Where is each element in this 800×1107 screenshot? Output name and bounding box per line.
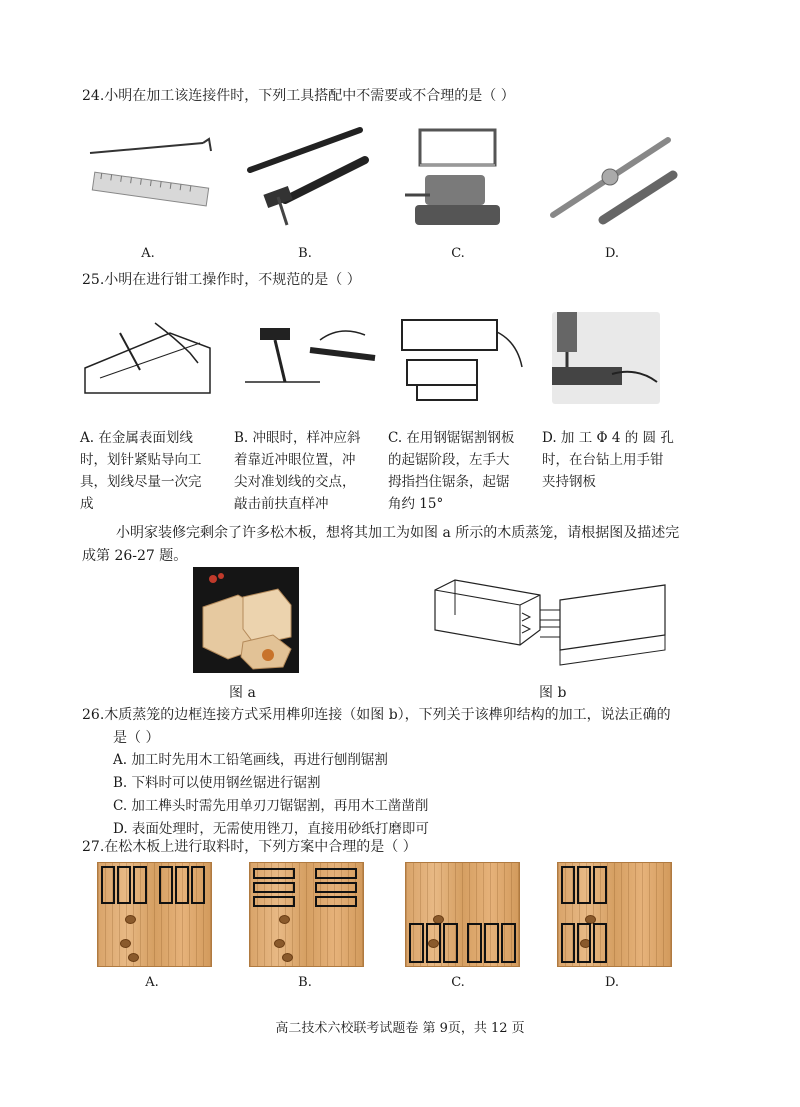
q27-option-b-label: B. bbox=[298, 975, 312, 990]
figure-b-image bbox=[430, 575, 670, 670]
q27-option-a-label: A. bbox=[145, 975, 159, 990]
q26-text-line-1: 26.木质蒸笼的边框连接方式采用榫卯连接（如图 b），下列关于该榫卯结构的加工，说法正确的 bbox=[82, 707, 671, 723]
q25-option-c-image bbox=[392, 312, 532, 407]
q25-option-c-description: C. 在用钢锯锯割钢板 的起锯阶段，左手大 拇指挡住锯条，起锯 角约 15° bbox=[388, 430, 515, 512]
figure-a-image bbox=[193, 567, 299, 673]
q27-option-d-label: D. bbox=[604, 975, 620, 990]
q27-board-a bbox=[97, 862, 212, 967]
q27-board-c bbox=[405, 862, 520, 967]
q26-option-b: B. 下料时可以使用钢丝锯进行锯割 bbox=[113, 775, 321, 791]
intro-line-1: 小明家装修完剩余了许多松木板，想将其加工为如图 a 所示的木质蒸笼，请根据图及描述完 bbox=[116, 525, 680, 541]
figure-b-caption: 图 b bbox=[539, 685, 567, 701]
q24-option-c-image bbox=[405, 120, 515, 240]
q26-option-a: A. 加工时先用木工铅笔画线，再进行刨削锯割 bbox=[113, 752, 388, 768]
q25-option-b-description: B. 冲眼时，样冲应斜 着靠近冲眼位置，冲 尖对准划线的交点， 敲击前扶直样冲 bbox=[234, 430, 361, 512]
q25-option-b-image bbox=[240, 320, 380, 400]
q25-option-d-description: D. 加 工 Φ 4 的 圆 孔 时，在台钻上用手钳 夹持钢板 bbox=[542, 430, 674, 490]
intro-line-2: 成第 26-27 题。 bbox=[82, 548, 188, 564]
q25-option-a-image bbox=[80, 318, 215, 406]
page-footer: 高二技术六校联考试题卷 第 9页，共 12 页 bbox=[275, 1021, 525, 1036]
q26-option-c: C. 加工榫头时需先用单刃刀锯锯割，再用木工凿凿削 bbox=[113, 798, 429, 814]
q24-option-d-image bbox=[548, 125, 678, 235]
q24-option-a-label: A. bbox=[141, 246, 155, 261]
q27-text: 27.在松木板上进行取料时，下列方案中合理的是（ ） bbox=[82, 839, 417, 855]
figure-a-caption: 图 a bbox=[229, 685, 256, 701]
q25-text: 25.小明在进行钳工操作时，不规范的是（ ） bbox=[82, 272, 361, 288]
q26-text-line-2: 是（ ） bbox=[113, 730, 160, 746]
q24-option-a-image bbox=[85, 125, 215, 235]
q24-option-d-label: D. bbox=[604, 246, 620, 261]
q26-option-d: D. 表面处理时，无需使用锉刀，直接用砂纸打磨即可 bbox=[113, 821, 429, 837]
q25-option-d-image bbox=[552, 312, 660, 404]
q24-option-b-label: B. bbox=[298, 246, 312, 261]
q24-text: 24.小明在加工该连接件时，下列工具搭配中不需要或不合理的是（ ） bbox=[82, 88, 515, 104]
q27-board-d bbox=[557, 862, 672, 967]
q25-option-a-description: A. 在金属表面划线 时，划针紧贴导向工 具，划线尽量一次完 成 bbox=[80, 430, 202, 512]
q24-option-c-label: C. bbox=[451, 246, 465, 261]
q27-board-b bbox=[249, 862, 364, 967]
q27-option-c-label: C. bbox=[451, 975, 465, 990]
q24-option-b-image bbox=[245, 125, 375, 235]
